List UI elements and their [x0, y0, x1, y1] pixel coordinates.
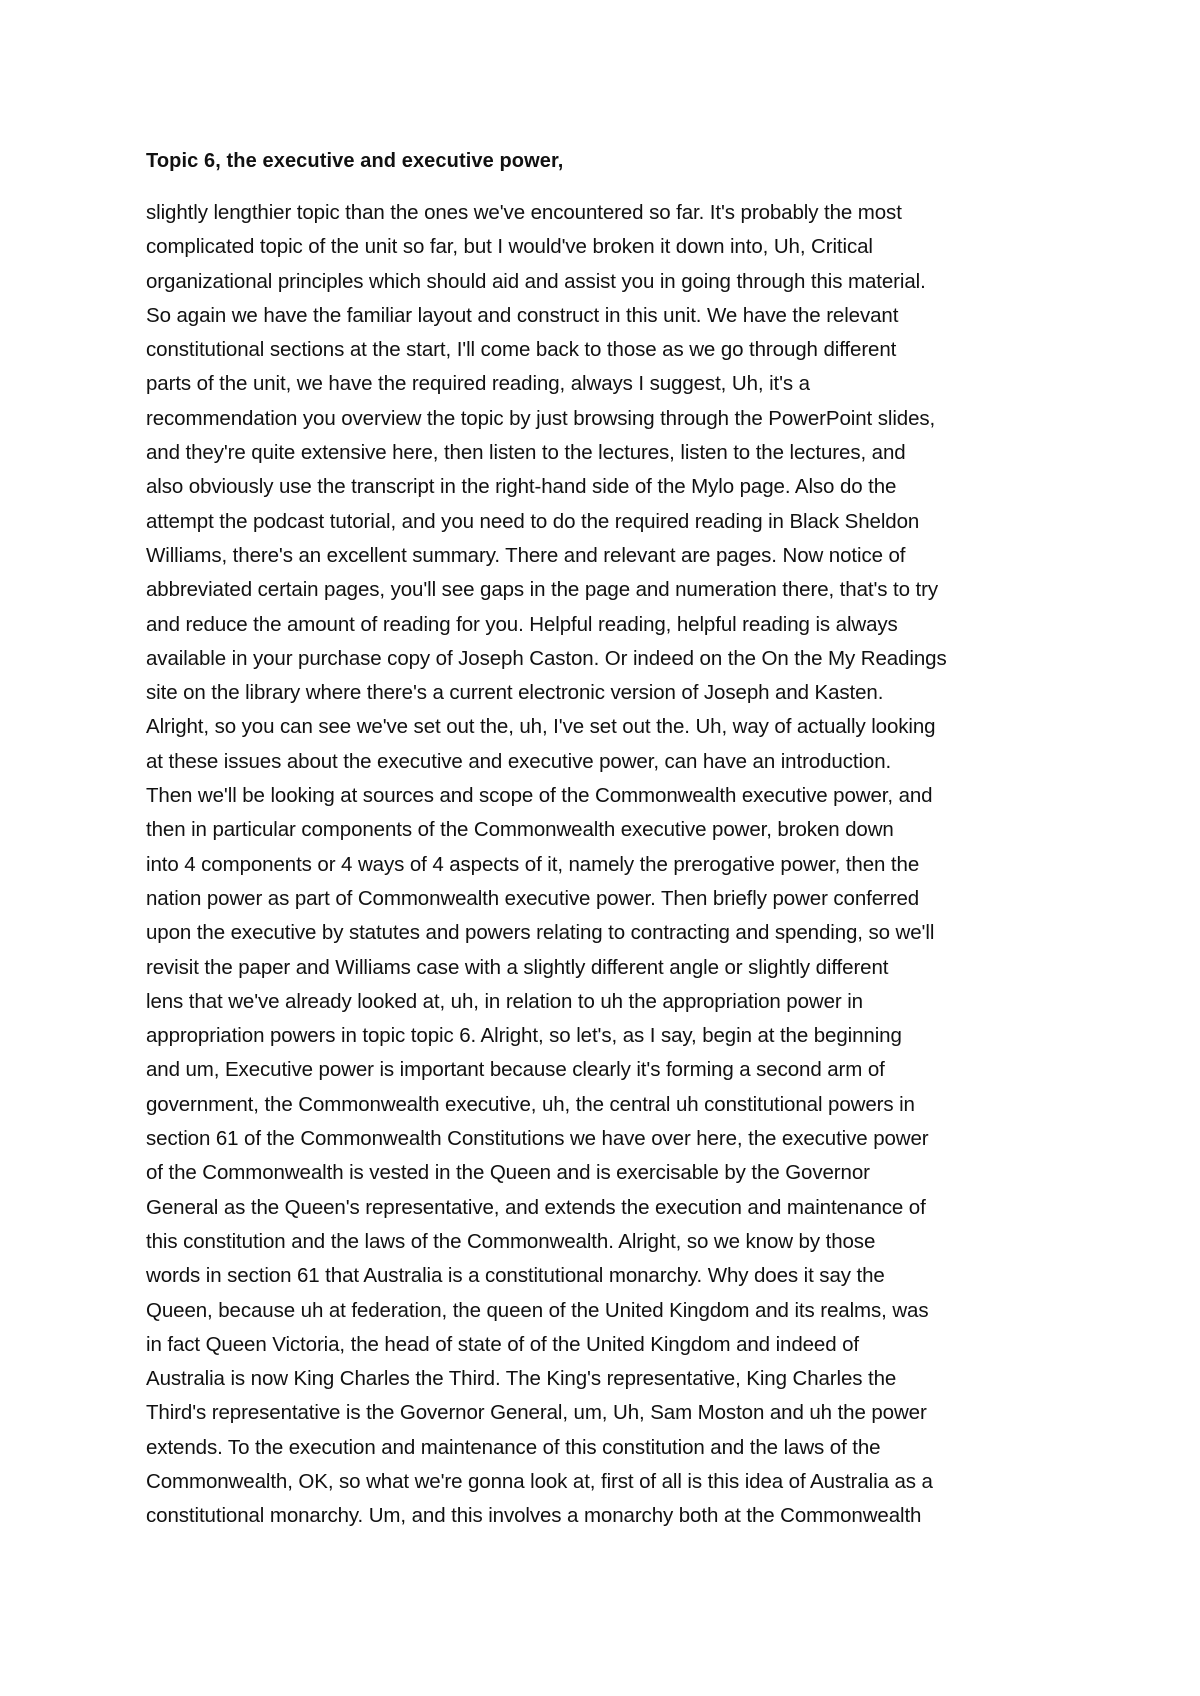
body-text-line: extends. To the execution and maintenance of this constitution and the laws of the	[146, 1435, 881, 1459]
body-text-line: lens that we've already looked at, uh, in relation to uh the appropriation power in	[146, 989, 863, 1013]
body-text-line: Williams, there's an excellent summary. There and relevant are pages. Now notice of	[146, 543, 906, 567]
body-text-line: also obviously use the transcript in the right-hand side of the Mylo page. Also do the	[146, 475, 897, 499]
document-content	[146, 146, 1066, 1534]
body-text-line: this constitution and the laws of the Commonwealth. Alright, so we know by those	[146, 1229, 876, 1253]
body-text-line: General as the Queen's representative, and extends the execution and maintenance of	[146, 1195, 926, 1219]
body-text-line: and reduce the amount of reading for you. Helpful reading, helpful reading is always	[146, 612, 898, 636]
body-text-line: Queen, because uh at federation, the queen of the United Kingdom and its realms, was	[146, 1298, 929, 1322]
body-text-line: constitutional monarchy. Um, and this involves a monarchy both at the Commonwealth	[146, 1504, 922, 1528]
body-text-line: parts of the unit, we have the required reading, always I suggest, Uh, it's a	[146, 372, 810, 396]
body-text-line: recommendation you overview the topic by just browsing through the PowerPoint slides,	[146, 406, 936, 430]
body-text-line: revisit the paper and Williams case with a slightly different angle or slightly different	[146, 955, 889, 979]
document-body	[146, 196, 1066, 1534]
body-text-line: of the Commonwealth is vested in the Queen and is exercisable by the Governor	[146, 1161, 870, 1185]
body-text-line: Third's representative is the Governor General, um, Uh, Sam Moston and uh the power	[146, 1401, 927, 1425]
body-text-line: So again we have the familiar layout and construct in this unit. We have the relevant	[146, 303, 899, 327]
body-text-line: and um, Executive power is important because clearly it's forming a second arm of	[146, 1058, 885, 1082]
document-title: Topic 6, the executive and executive power,	[146, 150, 564, 172]
body-text-line: at these issues about the executive and executive power, can have an introduction.	[146, 749, 892, 773]
body-text-line: appropriation powers in topic topic 6. Alright, so let's, as I say, begin at the beginning	[146, 1024, 902, 1048]
body-text-line: and they're quite extensive here, then listen to the lectures, listen to the lectures, and	[146, 441, 906, 465]
body-text-line: complicated topic of the unit so far, but I would've broken it down into, Uh, Critical	[146, 235, 873, 259]
body-text-line: section 61 of the Commonwealth Constitutions we have over here, the executive power	[146, 1127, 929, 1151]
body-text-line: Alright, so you can see we've set out the, uh, I've set out the. Uh, way of actually looking	[146, 715, 936, 739]
body-text-line: site on the library where there's a current electronic version of Joseph and Kasten.	[146, 681, 884, 705]
body-text-line: organizational principles which should aid and assist you in going through this material.	[146, 269, 926, 293]
body-text-line: slightly lengthier topic than the ones we've encountered so far. It's probably the most	[146, 201, 902, 224]
body-text-line: upon the executive by statutes and powers relating to contracting and spending, so we'll	[146, 921, 935, 945]
body-text-line: available in your purchase copy of Joseph Caston. Or indeed on the On the My Readings	[146, 646, 947, 670]
body-text-line: attempt the podcast tutorial, and you need to do the required reading in Black Sheldon	[146, 509, 920, 533]
body-text-line: abbreviated certain pages, you'll see gaps in the page and numeration there, that's to try	[146, 578, 939, 602]
body-text-line: constitutional sections at the start, I'll come back to those as we go through different	[146, 338, 897, 362]
body-text-line: Then we'll be looking at sources and scope of the Commonwealth executive power, and	[146, 784, 933, 808]
body-text-line: nation power as part of Commonwealth executive power. Then briefly power conferred	[146, 886, 920, 910]
body-text-line: Australia is now King Charles the Third. The King's representative, King Charles the	[146, 1367, 897, 1391]
body-text-line: words in section 61 that Australia is a constitutional monarchy. Why does it say the	[146, 1264, 885, 1288]
body-text-line: government, the Commonwealth executive, uh, the central uh constitutional powers in	[146, 1092, 915, 1116]
body-text-line: then in particular components of the Commonwealth executive power, broken down	[146, 818, 894, 842]
body-text-line: into 4 components or 4 ways of 4 aspects of it, namely the prerogative power, then the	[146, 852, 920, 876]
body-text-line: in fact Queen Victoria, the head of state of of the United Kingdom and indeed of	[146, 1332, 860, 1356]
body-text-line: Commonwealth, OK, so what we're gonna look at, first of all is this idea of Australia as a	[146, 1469, 933, 1493]
